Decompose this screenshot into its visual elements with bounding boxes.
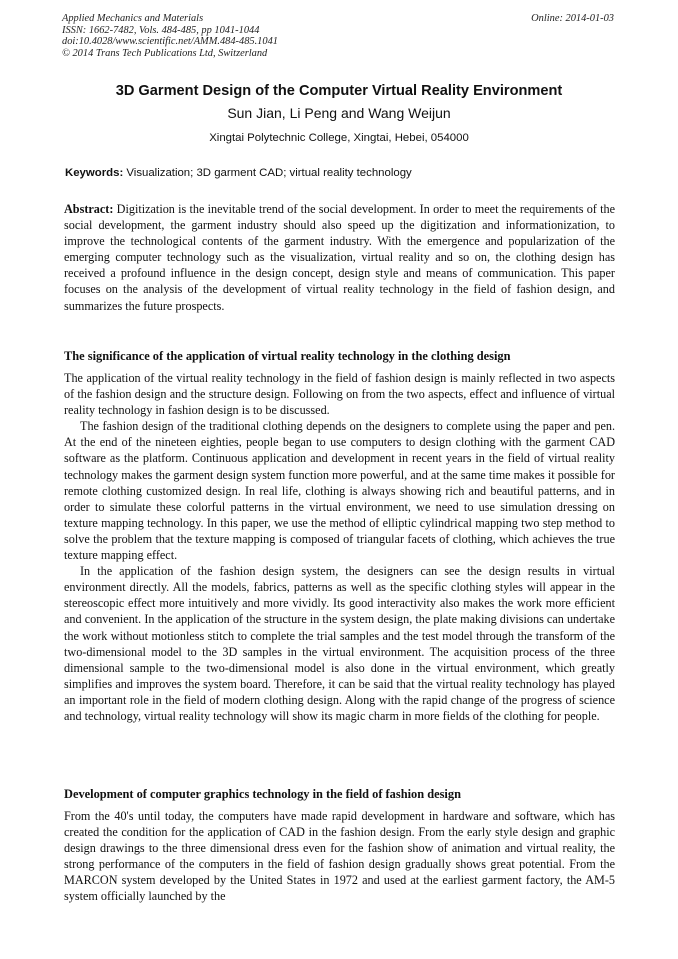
paragraph: The fashion design of the traditional clothing depends on the designers to complete using the paper and pen. At the end of the nineteen eighties, people began to use computers to design clothing with the garment CAD software as the platform. Continuous application and development in recent years in the field of virtual reality technology makes the garment design system function more powerful, and at the same time makes it possible for remote clothing customized design. In real life, clothing is always showing rich and beautiful patterns, and in order to simulate these colorful patterns in the virtual environment, we need to use simulation dressing on texture mapping technology. In this paper, we use the method of elliptic cylindrical mapping two step method to solve the problem that the texture mapping is composed of triangular facets of clothing, which achieves the true texture mapping effect. [64, 419, 615, 563]
abstract [64, 201, 615, 314]
online-date: Online: 2014-01-03 [531, 13, 614, 24]
paragraph: The application of the virtual reality technology in the field of fashion design is mainly reflected in two aspects of the fashion design and the structure design. Following on from the two aspects, effect and influence of virtual reality technology in fashion design is to be discussed. [64, 371, 615, 418]
keywords-label: Keywords: [65, 167, 124, 179]
abstract-text: Digitization is the inevitable trend of the social development. In order to meet the requirements of the social development, the garment industry should also speed up the digitization and informationization, to improve the technological contents of the garment industry. With the emergence and popularization of the emerging computer technology such as the visualization, virtual reality and so on, the clothing design has received a profound influence in the design concept, design style and means of communication. This paper focuses on the analysis of the development of virtual reality technology in the field of fashion design, and summarizes the future prospects. [64, 202, 615, 313]
section-heading-development: Development of computer graphics technology in the field of fashion design [64, 787, 461, 801]
journal-doi: doi:10.4028/www.scientific.net/AMM.484-485.1041 [62, 36, 278, 48]
section-heading-significance: The significance of the application of virtual reality technology in the clothing design [64, 349, 511, 363]
keywords-text: Visualization; 3D garment CAD; virtual reality technology [123, 167, 412, 179]
keywords [65, 166, 615, 181]
paragraph: In the application of the fashion design system, the designers can see the design results in virtual environment directly. All the models, fabrics, patterns as well as the specific clothing styles will appear in the stereoscopic effect more intuitively and more vividly. Its good interactivity also makes the work more efficient and convenient. In the application of the structure in the system design, the plate making divisions can undertake the work without motionless stitch to complete the trial samples and the test model through the transform of the two-dimensional model to the 3D samples in the virtual environment. The acquisition process of the three dimensional sample to the two-dimensional model is also done in the virtual environment, which greatly simplifies and improves the system board. Therefore, it can be said that the virtual reality technology has played an important role in the field of modern clothing design. Along with the rapid change of the progress of science and technology, virtual reality technology will show its magic charm in more fields of the clothing for people. [64, 564, 615, 723]
section-body-significance [64, 370, 615, 724]
paragraph: From the 40's until today, the computers have made rapid development in hardware and software, which has created the condition for the application of CAD in the fashion design. From the early style design and graphic design drawings to the three dimensional dress even for the fashion show of animation and virtual reality, the strong performance of the computers in the field of fashion design gradually shows great potential. From the MARCON system developed by the United States in 1972 and used at the earliest garment factory, the AM-5 system officially launched by the [64, 809, 615, 904]
paper-authors: Sun Jian, Li Peng and Wang Weijun [227, 105, 451, 121]
section-body-development [64, 808, 615, 904]
journal-header [62, 13, 278, 59]
abstract-label: Abstract: [64, 202, 114, 216]
journal-issn: ISSN: 1662-7482, Vols. 484-485, pp 1041-1044 [62, 24, 260, 36]
journal-copyright: © 2014 Trans Tech Publications Ltd, Switzerland [62, 47, 268, 59]
journal-name: Applied Mechanics and Materials [62, 13, 204, 24]
paper-title: 3D Garment Design of the Computer Virtual Reality Environment [115, 83, 563, 99]
paper-affiliation: Xingtai Polytechnic College, Xingtai, Hebei, 054000 [209, 132, 469, 144]
